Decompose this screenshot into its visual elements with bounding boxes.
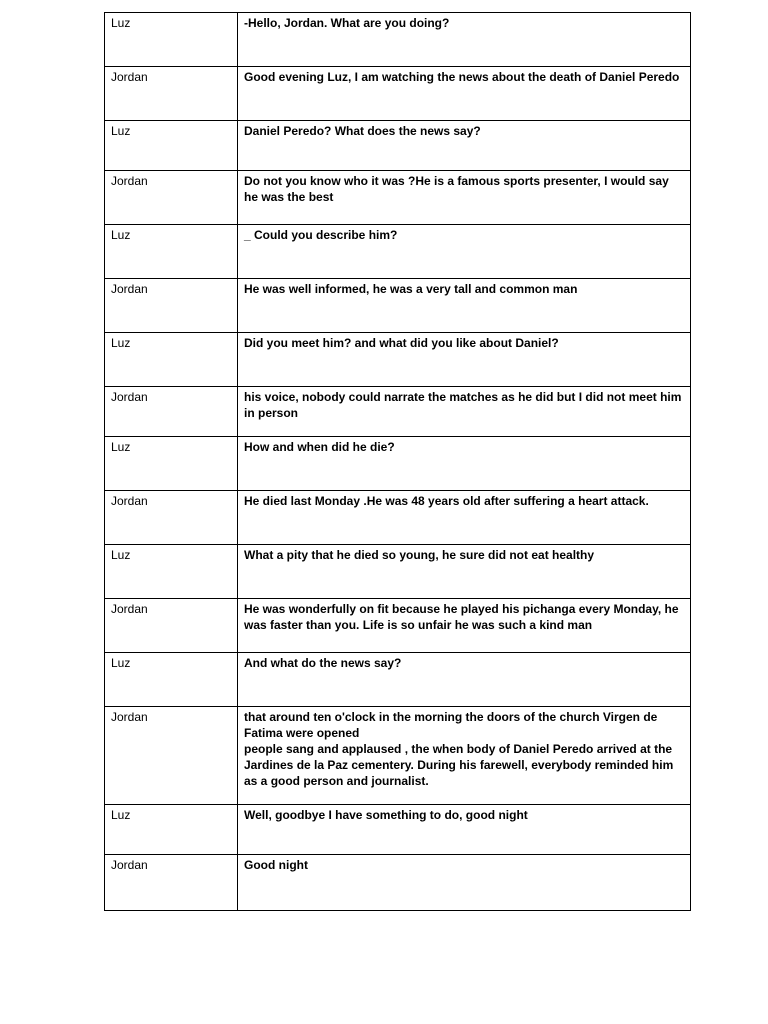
speaker-cell: Luz <box>105 121 238 171</box>
dialogue-text: his voice, nobody could narrate the matches as he did but I did not meet him in person <box>244 390 682 420</box>
dialogue-text: that around ten o'clock in the morning the doors of the church Virgen de Fatima were opened people sang and applaused , the when body of Daniel Peredo arrived at the Jardines de la Paz cementery. During his farewell, everybody reminded him as a good person and journalist. <box>244 710 674 788</box>
table-row <box>105 545 691 599</box>
dialogue-cell <box>238 225 691 279</box>
table-row <box>105 225 691 279</box>
speaker-cell: Luz <box>105 437 238 491</box>
speaker-cell: Luz <box>105 333 238 387</box>
dialogue-cell <box>238 855 691 911</box>
speaker-cell: Luz <box>105 225 238 279</box>
dialogue-text: -Hello, Jordan. What are you doing? <box>244 16 450 30</box>
dialogue-cell <box>238 279 691 333</box>
table-row <box>105 805 691 855</box>
dialogue-text: Well, goodbye I have something to do, good night <box>244 808 528 822</box>
dialogue-cell <box>238 653 691 707</box>
dialogue-text: He was well informed, he was a very tall and common man <box>244 282 578 296</box>
table-row <box>105 387 691 437</box>
speaker-cell: Jordan <box>105 599 238 653</box>
speaker-cell: Jordan <box>105 279 238 333</box>
table-row <box>105 121 691 171</box>
speaker-cell: Jordan <box>105 387 238 437</box>
dialogue-cell <box>238 13 691 67</box>
table-row <box>105 599 691 653</box>
dialogue-cell <box>238 805 691 855</box>
table-row <box>105 437 691 491</box>
dialogue-cell <box>238 491 691 545</box>
speaker-cell: Jordan <box>105 855 238 911</box>
speaker-cell: Jordan <box>105 67 238 121</box>
table-row <box>105 279 691 333</box>
table-row <box>105 653 691 707</box>
dialogue-text: Good evening Luz, I am watching the news about the death of Daniel Peredo <box>244 70 680 84</box>
speaker-cell: Luz <box>105 545 238 599</box>
table-row <box>105 171 691 225</box>
table-row <box>105 13 691 67</box>
dialogue-cell <box>238 387 691 437</box>
table-row <box>105 855 691 911</box>
dialogue-cell <box>238 599 691 653</box>
dialogue-cell <box>238 333 691 387</box>
dialogue-text: _ Could you describe him? <box>244 228 398 242</box>
dialogue-text: What a pity that he died so young, he sure did not eat healthy <box>244 548 595 562</box>
dialogue-cell <box>238 171 691 225</box>
dialogue-text: Do not you know who it was ?He is a famous sports presenter, I would say he was the best <box>244 174 669 204</box>
dialogue-rows <box>105 13 691 911</box>
dialogue-cell <box>238 545 691 599</box>
dialogue-table <box>104 12 691 911</box>
dialogue-text: And what do the news say? <box>244 656 402 670</box>
table-row <box>105 491 691 545</box>
dialogue-text: He was wonderfully on fit because he played his pichanga every Monday, he was faster than you. Life is so unfair he was such a kind man <box>244 602 679 632</box>
table-row <box>105 333 691 387</box>
dialogue-text: Daniel Peredo? What does the news say? <box>244 124 481 138</box>
dialogue-text: How and when did he die? <box>244 440 395 454</box>
table-row <box>105 707 691 805</box>
dialogue-cell <box>238 67 691 121</box>
speaker-cell: Luz <box>105 653 238 707</box>
dialogue-text: Did you meet him? and what did you like about Daniel? <box>244 336 559 350</box>
speaker-cell: Jordan <box>105 491 238 545</box>
speaker-cell: Luz <box>105 13 238 67</box>
dialogue-text: Good night <box>244 858 308 872</box>
speaker-cell: Jordan <box>105 707 238 805</box>
table-row <box>105 67 691 121</box>
dialogue-cell <box>238 437 691 491</box>
dialogue-cell <box>238 121 691 171</box>
speaker-cell: Jordan <box>105 171 238 225</box>
speaker-cell: Luz <box>105 805 238 855</box>
dialogue-cell <box>238 707 691 805</box>
dialogue-text: He died last Monday .He was 48 years old after suffering a heart attack. <box>244 494 649 508</box>
